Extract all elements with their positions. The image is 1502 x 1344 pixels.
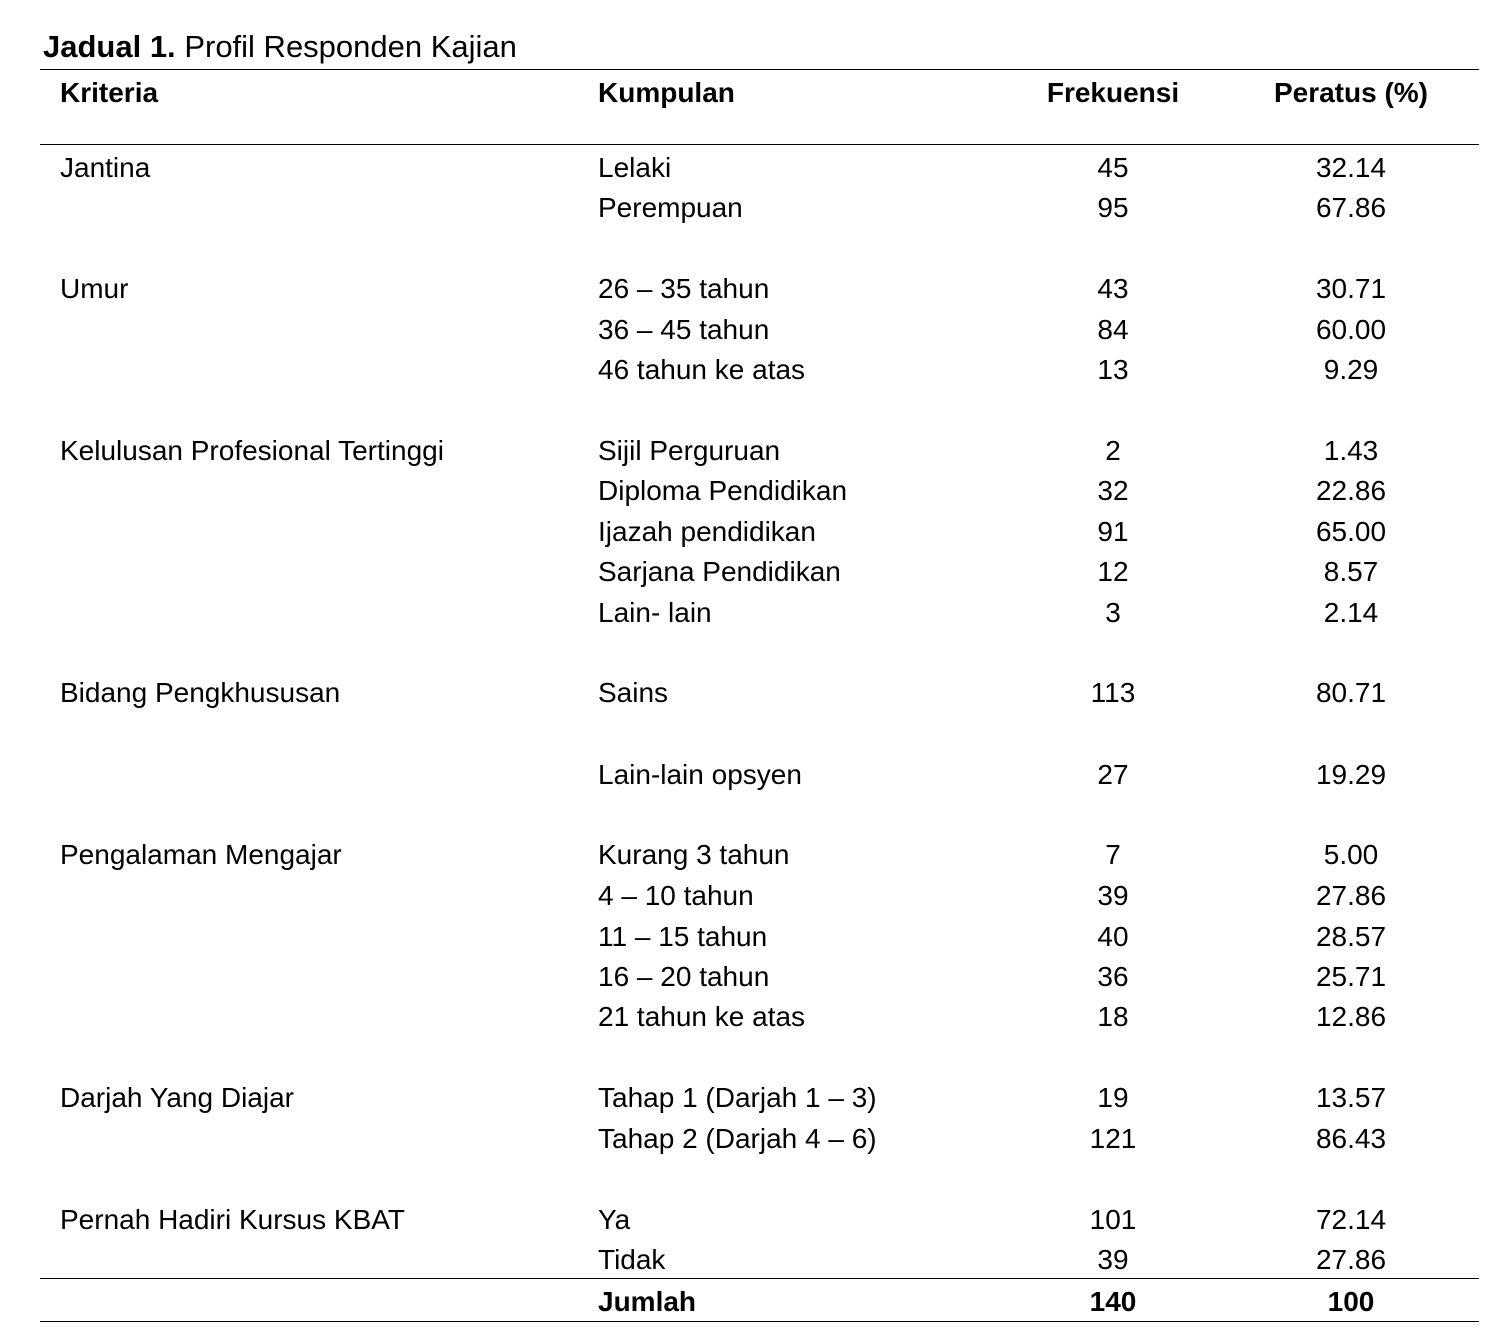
kumpulan-cell: Diploma Pendidikan bbox=[598, 475, 848, 506]
frekuensi-cell: 27 bbox=[1097, 759, 1129, 790]
frekuensi-cell: 39 bbox=[1097, 880, 1129, 911]
kumpulan-cell: 4 – 10 tahun bbox=[598, 880, 754, 911]
top-rule bbox=[40, 69, 1479, 70]
header-kriteria: Kriteria bbox=[60, 77, 159, 108]
peratus-cell: 19.29 bbox=[1315, 759, 1387, 790]
peratus-cell: 13.57 bbox=[1315, 1082, 1387, 1113]
table-title: Profil Responden Kajian bbox=[184, 29, 517, 64]
kumpulan-cell: 16 – 20 tahun bbox=[598, 961, 770, 992]
frekuensi-cell: 39 bbox=[1097, 1244, 1129, 1275]
peratus-cell: 67.86 bbox=[1315, 192, 1387, 223]
peratus-cell: 5.00 bbox=[1323, 839, 1379, 870]
frekuensi-cell: 32 bbox=[1097, 475, 1129, 506]
frekuensi-cell: 18 bbox=[1097, 1001, 1129, 1032]
peratus-cell: 27.86 bbox=[1315, 880, 1387, 911]
header-rule bbox=[40, 144, 1479, 145]
kumpulan-cell: Lelaki bbox=[598, 152, 672, 183]
frekuensi-cell: 101 bbox=[1089, 1204, 1137, 1235]
kumpulan-cell: 46 tahun ke atas bbox=[598, 354, 806, 385]
peratus-cell: 22.86 bbox=[1315, 475, 1387, 506]
header-peratus: Peratus (%) bbox=[1273, 77, 1429, 108]
kriteria-cell: Umur bbox=[60, 273, 129, 304]
peratus-cell: 27.86 bbox=[1315, 1244, 1387, 1275]
peratus-cell: 30.71 bbox=[1315, 273, 1387, 304]
kriteria-cell: Pernah Hadiri Kursus KBAT bbox=[60, 1204, 405, 1235]
peratus-cell: 9.29 bbox=[1323, 354, 1379, 385]
frekuensi-cell: 43 bbox=[1097, 273, 1129, 304]
frekuensi-cell: 45 bbox=[1097, 152, 1129, 183]
frekuensi-cell: 36 bbox=[1097, 961, 1129, 992]
total-top-rule bbox=[40, 1278, 1479, 1279]
kumpulan-cell: Ya bbox=[598, 1204, 631, 1235]
bottom-rule bbox=[40, 1321, 1479, 1322]
peratus-cell: 86.43 bbox=[1315, 1123, 1387, 1154]
kumpulan-cell: Lain-lain opsyen bbox=[598, 759, 802, 790]
header-frekuensi: Frekuensi bbox=[1046, 77, 1180, 108]
frekuensi-cell: 40 bbox=[1097, 921, 1129, 952]
peratus-cell: 25.71 bbox=[1315, 961, 1387, 992]
kumpulan-cell: Tidak bbox=[598, 1244, 666, 1275]
kumpulan-cell: 21 tahun ke atas bbox=[598, 1001, 806, 1032]
table-number: Jadual 1. bbox=[43, 29, 176, 64]
kriteria-cell: Kelulusan Profesional Tertinggi bbox=[60, 435, 444, 466]
frekuensi-cell: 13 bbox=[1097, 354, 1129, 385]
kumpulan-cell: Sains bbox=[598, 677, 669, 708]
peratus-cell: 12.86 bbox=[1315, 1001, 1387, 1032]
frekuensi-cell: 113 bbox=[1090, 677, 1136, 708]
total-peratus: 100 bbox=[1327, 1286, 1375, 1317]
peratus-cell: 60.00 bbox=[1315, 314, 1387, 345]
kumpulan-cell: 36 – 45 tahun bbox=[598, 314, 770, 345]
peratus-cell: 2.14 bbox=[1323, 597, 1379, 628]
peratus-cell: 28.57 bbox=[1315, 921, 1387, 952]
kumpulan-cell: Kurang 3 tahun bbox=[598, 839, 790, 870]
kumpulan-cell: 11 – 15 tahun bbox=[598, 921, 768, 952]
frekuensi-cell: 91 bbox=[1097, 516, 1129, 547]
total-frekuensi: 140 bbox=[1089, 1286, 1137, 1317]
kriteria-cell: Pengalaman Mengajar bbox=[60, 839, 342, 870]
frekuensi-cell: 121 bbox=[1089, 1123, 1137, 1154]
header-kumpulan: Kumpulan bbox=[598, 77, 735, 108]
frekuensi-cell: 84 bbox=[1097, 314, 1129, 345]
peratus-cell: 72.14 bbox=[1315, 1204, 1387, 1235]
total-label: Jumlah bbox=[598, 1286, 697, 1317]
peratus-cell: 1.43 bbox=[1323, 435, 1379, 466]
kumpulan-cell: Tahap 1 (Darjah 1 – 3) bbox=[598, 1082, 877, 1113]
kumpulan-cell: 26 – 35 tahun bbox=[598, 273, 770, 304]
frekuensi-cell: 19 bbox=[1097, 1082, 1129, 1113]
peratus-cell: 65.00 bbox=[1315, 516, 1387, 547]
peratus-cell: 80.71 bbox=[1315, 677, 1387, 708]
frekuensi-cell: 2 bbox=[1105, 435, 1121, 466]
frekuensi-cell: 95 bbox=[1097, 192, 1129, 223]
table-caption bbox=[43, 28, 517, 66]
kriteria-cell: Bidang Pengkhususan bbox=[60, 677, 341, 708]
kumpulan-cell: Sarjana Pendidikan bbox=[598, 556, 841, 587]
kumpulan-cell: Perempuan bbox=[598, 192, 743, 223]
peratus-cell: 32.14 bbox=[1315, 152, 1387, 183]
kumpulan-cell: Tahap 2 (Darjah 4 – 6) bbox=[598, 1123, 877, 1154]
frekuensi-cell: 7 bbox=[1105, 839, 1121, 870]
kriteria-cell: Jantina bbox=[60, 152, 151, 183]
frekuensi-cell: 12 bbox=[1097, 556, 1129, 587]
kumpulan-cell: Sijil Perguruan bbox=[598, 435, 781, 466]
peratus-cell: 8.57 bbox=[1323, 556, 1379, 587]
kriteria-cell: Darjah Yang Diajar bbox=[60, 1082, 294, 1113]
frekuensi-cell: 3 bbox=[1105, 597, 1121, 628]
kumpulan-cell: Ijazah pendidikan bbox=[598, 516, 816, 547]
kumpulan-cell: Lain- lain bbox=[598, 597, 712, 628]
